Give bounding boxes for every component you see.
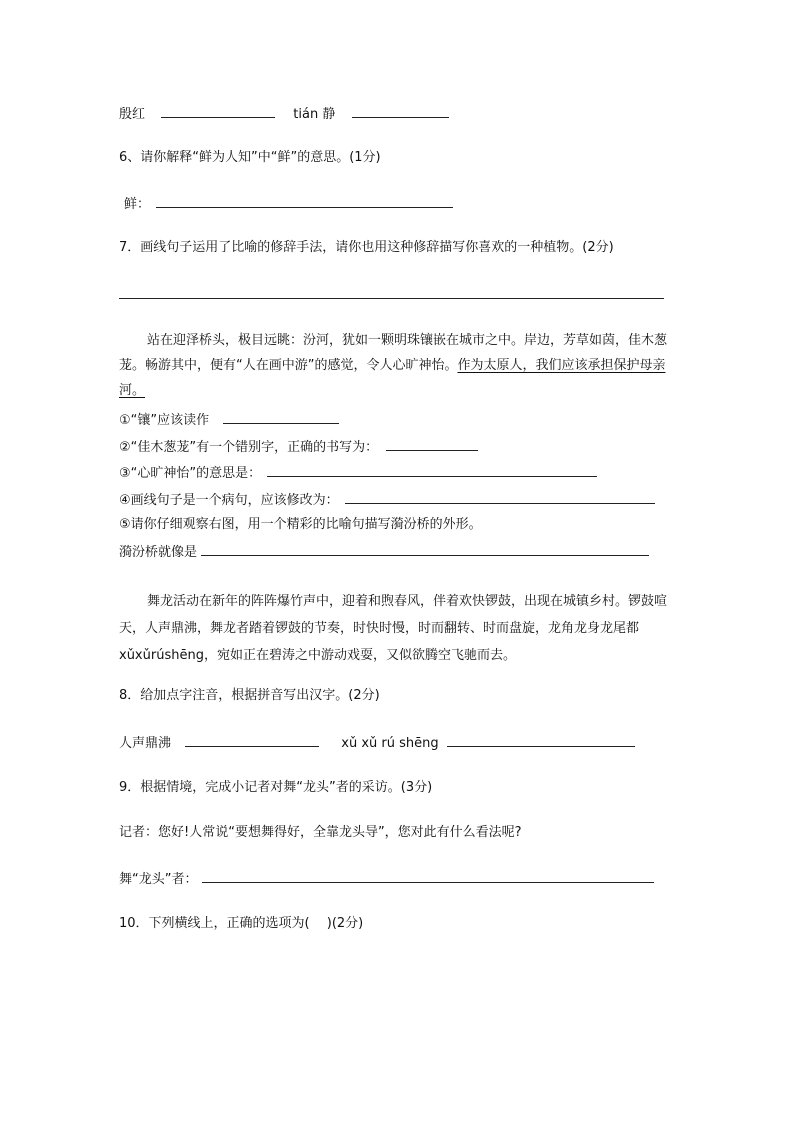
word-tianjing: tián 静: [293, 107, 336, 122]
q9-question: 9．根据情境，完成小记者对舞“龙头”者的采访。(3分): [119, 780, 433, 795]
blank-tianjing[interactable]: [352, 103, 449, 118]
subq-6: [119, 541, 649, 563]
subq-3: [119, 462, 597, 484]
q7-answer-line[interactable]: [119, 298, 664, 299]
q9-answer-label: 舞“龙头”者：: [119, 872, 198, 887]
blank-yinhong[interactable]: [161, 103, 275, 118]
q6-question: 6、请你解释“鲜为人知”中“鲜”的意思。(1分): [119, 150, 381, 165]
q7-question: 7．画线句子运用了比喻的修辞手法，请你也用这种修辞描写你喜欢的一种植物。(2分): [119, 240, 614, 255]
q9-reporter: 记者：您好!人常说“要想舞得好，全靠龙头导”，您对此有什么看法呢?: [119, 825, 522, 840]
subq-5: ⑤请你仔细观察右图，用一个精彩的比喻句描写漪汾桥的外形。: [119, 517, 482, 532]
q8-blank-2[interactable]: [447, 732, 635, 747]
subq-2-text: ②“佳木葱茏”有一个错别字，正确的书写为：: [119, 440, 379, 455]
subq-2: [119, 436, 478, 458]
q6-blank[interactable]: [156, 193, 453, 208]
subq-3-text: ③“心旷神怡”的意思是：: [119, 466, 262, 481]
subq-4-text: ④画线句子是一个病句，应该修改为：: [119, 493, 339, 508]
subq-1: [119, 409, 339, 431]
subq-2-blank[interactable]: [386, 436, 478, 451]
subq-4-blank[interactable]: [345, 489, 655, 504]
q8-word: 人声鼎沸: [119, 736, 172, 751]
q6-label: 鲜：: [124, 197, 151, 212]
passage-1-underlined: 作为太原人，我们应该承担保护母亲河。: [119, 358, 666, 398]
subq-4: [119, 489, 655, 511]
row1: [119, 103, 449, 125]
q9-answer-row: [119, 868, 654, 890]
q9-blank[interactable]: [202, 868, 654, 883]
passage-1-text: 站在迎泽桥头，极目远眺：汾河，犹如一颗明珠镶嵌在城市之中。岸边，芳草如茵，佳木葱茏。畅游其中，便有“人在画中游”的感觉，令人心旷神怡。: [119, 333, 668, 373]
q6-answer-row: [124, 193, 453, 215]
q8-answer-row: [119, 732, 635, 754]
subq-6-blank[interactable]: [201, 541, 649, 556]
passage-1: [119, 328, 675, 403]
q10-question: 10．下列横线上，正确的选项为( )(2分): [119, 916, 364, 931]
subq-6-text: 漪汾桥就像是: [119, 545, 198, 560]
q8-question: 8．给加点字注音，根据拼音写出汉字。(2分): [119, 688, 380, 703]
subq-3-blank[interactable]: [267, 462, 597, 477]
subq-1-blank[interactable]: [223, 409, 339, 424]
word-yinhong: 殷红: [119, 107, 146, 122]
q8-blank-1[interactable]: [185, 732, 319, 747]
q8-pinyin: xǔ xǔ rú shēng: [341, 736, 439, 751]
passage-2: 舞龙活动在新年的阵阵爆竹声中，迎着和煦春风，伴着欢快锣鼓，出现在城镇乡村。锣鼓喧天，人声鼎沸，舞龙者踏着锣鼓的节奏，时快时慢，时而翻转、时而盘旋，龙角龙身龙尾都 xǔxǔrúshēng，宛如正在碧涛之中游动戏耍，又似欲腾空飞驰而去。: [119, 594, 668, 663]
subq-1-text: ①“镶”应该读作: [119, 413, 210, 428]
